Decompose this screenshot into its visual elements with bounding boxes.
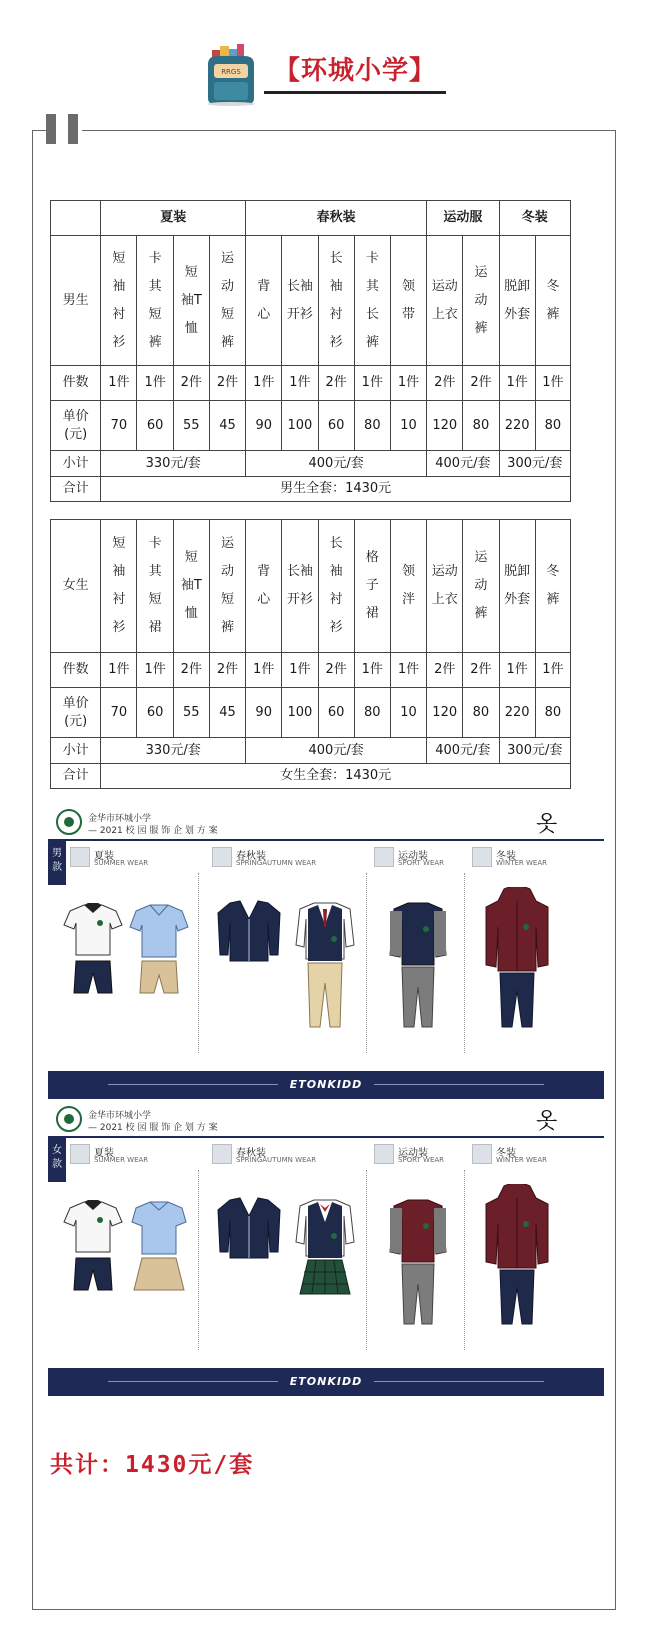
total-label: 合计 — [51, 764, 101, 789]
category-cn: 运动装 — [398, 1148, 428, 1159]
item-name-cell — [354, 236, 390, 366]
item-name-line: 衫 — [329, 334, 343, 350]
column-divider — [464, 873, 466, 1053]
item-qty-cell: 1件 — [499, 653, 535, 688]
item-name-line: 上衣 — [431, 592, 458, 607]
item-name-line: 衬 — [329, 306, 343, 322]
item-name-line: 其 — [148, 564, 162, 579]
category-cn: 冬装 — [496, 1148, 516, 1159]
page-header — [0, 0, 650, 110]
item-name-line: 背 — [257, 564, 271, 579]
item-name-line: 裤 — [148, 334, 162, 350]
girls-uniform-board — [48, 1100, 604, 1396]
item-price-cell: 120 — [427, 688, 463, 738]
column-divider — [366, 873, 368, 1053]
item-name-line: 开衫 — [286, 592, 313, 607]
item-name-line: 冬 — [546, 564, 560, 579]
item-name-line: 卡 — [148, 536, 162, 551]
header-rule — [48, 1136, 604, 1138]
subtotal-summer: 330元/套 — [101, 738, 246, 764]
side-label-char: 款 — [52, 1159, 62, 1170]
item-name-cell — [318, 520, 354, 653]
polo-shirt-shorts-illustration — [62, 1198, 124, 1296]
item-name-line: 背 — [257, 278, 271, 294]
item-qty-cell: 1件 — [499, 366, 535, 401]
item-name-line: 脱卸 — [504, 278, 531, 294]
item-name-line: 运 — [474, 264, 488, 280]
price-label — [51, 401, 101, 451]
item-name-line: 其 — [365, 278, 379, 294]
blank-cell — [51, 201, 101, 236]
price-label-line: 单价 — [62, 695, 89, 711]
item-price-cell: 80 — [535, 688, 570, 738]
category-en: SPORT WEAR — [398, 859, 445, 867]
item-name-line: 泮 — [402, 592, 416, 607]
polo-shirt-shorts-illustration — [62, 901, 124, 999]
item-name-line: 子 — [365, 578, 379, 593]
sport-icon — [374, 847, 394, 867]
item-qty-cell: 2件 — [427, 653, 463, 688]
column-divider — [198, 1170, 200, 1350]
item-qty-cell: 2件 — [173, 366, 209, 401]
item-name-line: 短 — [148, 592, 162, 607]
category-cn: 春秋装 — [236, 1148, 266, 1159]
side-label — [48, 1138, 66, 1182]
item-name-cell — [463, 520, 499, 653]
item-qty-cell: 1件 — [282, 653, 318, 688]
gender-label: 女生 — [51, 520, 101, 653]
item-price-cell: 55 — [173, 401, 209, 451]
item-qty-cell: 2件 — [318, 653, 354, 688]
school-name: 金华市环城小学 — [88, 814, 152, 824]
item-price-cell: 80 — [354, 401, 390, 451]
item-name-line: 短 — [184, 264, 198, 280]
item-price-cell: 10 — [390, 401, 426, 451]
item-name-line: 袖 — [112, 278, 126, 294]
section-sport: 运动服 — [427, 201, 499, 236]
category-cn: 春秋装 — [236, 851, 266, 862]
item-price-cell: 100 — [282, 688, 318, 738]
item-name-line: 卡 — [365, 250, 379, 266]
subtotal-summer: 330元/套 — [101, 451, 246, 477]
item-name-line: 运动 — [431, 564, 458, 579]
winter-icon — [472, 847, 492, 867]
subtotal-sport: 400元/套 — [427, 738, 499, 764]
girls-grand-total: 女生全套：1430元 — [101, 764, 571, 789]
school-logo-icon — [56, 809, 82, 835]
grand-total: 共计：1430元/套 — [50, 1452, 255, 1478]
item-qty-cell: 2件 — [427, 366, 463, 401]
board-footer — [48, 1071, 604, 1099]
spring-autumn-icon — [212, 847, 232, 867]
item-name-line: 衬 — [112, 306, 126, 322]
item-price-cell: 55 — [173, 688, 209, 738]
category-en: SPRINGAUTUMN WEAR — [236, 1156, 317, 1164]
item-qty-cell: 2件 — [463, 366, 499, 401]
item-price-cell: 80 — [463, 688, 499, 738]
item-name-line: 短 — [220, 592, 234, 607]
subtotal-label: 小计 — [51, 738, 101, 764]
category-en: SPRINGAUTUMN WEAR — [236, 859, 317, 867]
brand-name: ETONKIDD — [289, 1375, 363, 1388]
column-divider — [366, 1170, 368, 1350]
item-name-line: 领 — [402, 564, 416, 579]
item-name-cell — [390, 520, 426, 653]
item-qty-cell: 2件 — [209, 653, 245, 688]
item-name-line: 运 — [220, 250, 234, 266]
item-name-line: 长 — [329, 250, 343, 266]
plan-title: — 2021 校 园 服 饰 企 划 方 案 — [88, 1123, 218, 1133]
item-name-cell — [173, 520, 209, 653]
brand-logo-icon: 옷 — [536, 1109, 558, 1134]
item-price-cell: 70 — [101, 688, 137, 738]
item-name-cell — [535, 520, 570, 653]
subtotal-winter: 300元/套 — [499, 738, 570, 764]
item-name-line: 袖T — [180, 578, 202, 593]
item-name-line: 带 — [402, 306, 416, 322]
category-en: SUMMER WEAR — [94, 859, 149, 867]
item-name-line: 袖T — [180, 292, 202, 308]
item-price-cell: 220 — [499, 401, 535, 451]
subtotal-spring-autumn: 400元/套 — [246, 738, 427, 764]
sport-jacket-pants-illustration — [388, 1196, 448, 1326]
item-qty-cell: 1件 — [137, 366, 173, 401]
item-name-line: 袖 — [112, 564, 126, 579]
item-name-cell — [318, 236, 354, 366]
item-name-line: 运 — [474, 550, 488, 565]
section-winter: 冬装 — [499, 201, 570, 236]
item-name-line: 动 — [474, 578, 488, 593]
quantity-row — [51, 653, 571, 688]
item-qty-cell: 1件 — [390, 653, 426, 688]
item-name-line: 卡 — [148, 250, 162, 266]
girls-price-table — [50, 519, 571, 789]
item-name-line: 衫 — [329, 620, 343, 635]
item-name-line: 长袖 — [286, 564, 313, 579]
item-name-cell — [282, 520, 318, 653]
item-price-cell: 45 — [209, 688, 245, 738]
item-name-line: 裤 — [220, 620, 234, 635]
side-label — [48, 841, 66, 885]
section-spring-autumn: 春秋装 — [246, 201, 427, 236]
item-name-cell — [137, 520, 173, 653]
item-price-cell: 80 — [463, 401, 499, 451]
item-name-line: 冬 — [546, 278, 560, 294]
gender-label: 男生 — [51, 236, 101, 366]
blouse-khaki-skirt-illustration — [128, 1198, 190, 1296]
item-price-cell: 70 — [101, 401, 137, 451]
item-name-line: 裤 — [474, 320, 488, 336]
column-divider — [198, 873, 200, 1053]
item-name-line: 裤 — [220, 334, 234, 350]
item-price-cell: 60 — [137, 401, 173, 451]
item-name-line: 格 — [365, 550, 379, 565]
price-label-unit: (元) — [64, 713, 88, 729]
school-name: 金华市环城小学 — [88, 1111, 152, 1121]
item-name-line: 裤 — [546, 592, 560, 607]
sport-icon — [374, 1144, 394, 1164]
item-name-line: 短 — [184, 550, 198, 565]
sport-jacket-pants-illustration — [388, 899, 448, 1029]
item-name-cell — [535, 236, 570, 366]
total-row — [51, 764, 571, 789]
side-label-char: 女 — [52, 1145, 62, 1156]
header-rule — [48, 839, 604, 841]
item-name-cell — [101, 236, 137, 366]
total-row — [51, 477, 571, 502]
item-name-line: 动 — [220, 278, 234, 294]
item-name-line: 恤 — [184, 320, 198, 336]
category-en: WINTER WEAR — [496, 859, 548, 867]
price-label-line: 单价 — [62, 408, 89, 424]
category-cn: 夏装 — [94, 1148, 114, 1159]
board-footer — [48, 1368, 604, 1396]
page-title: 【环城小学】 — [274, 56, 437, 86]
item-name-line: 长袖 — [286, 278, 313, 294]
item-name-cell — [209, 520, 245, 653]
plan-title: — 2021 校 园 服 饰 企 划 方 案 — [88, 826, 218, 836]
item-name-cell — [499, 520, 535, 653]
subtotal-spring-autumn: 400元/套 — [246, 451, 427, 477]
item-name-line: 短 — [220, 306, 234, 322]
item-name-line: 开衫 — [286, 306, 313, 322]
item-name-cell — [137, 236, 173, 366]
item-qty-cell: 1件 — [246, 653, 282, 688]
boys-grand-total: 男生全套：1430元 — [101, 477, 571, 502]
section-header-row — [51, 201, 571, 236]
section-summer: 夏装 — [101, 201, 246, 236]
shirt-khaki-shorts-illustration — [128, 901, 190, 999]
backpack-icon — [198, 40, 264, 106]
qty-label: 件数 — [51, 366, 101, 401]
item-name-line: 领 — [402, 278, 416, 294]
item-name-cell — [463, 236, 499, 366]
item-name-line: 裙 — [148, 620, 162, 635]
item-name-line: 心 — [257, 306, 271, 322]
category-en: WINTER WEAR — [496, 1156, 548, 1164]
item-qty-cell: 1件 — [390, 366, 426, 401]
brand-name: ETONKIDD — [289, 1078, 363, 1091]
item-name-cell — [173, 236, 209, 366]
item-name-line: 裤 — [365, 334, 379, 350]
subtotal-label: 小计 — [51, 451, 101, 477]
winter-coat-pants-illustration — [484, 1184, 550, 1326]
item-qty-cell: 1件 — [354, 653, 390, 688]
item-name-line: 外套 — [504, 306, 531, 322]
item-name-line: 裤 — [546, 306, 560, 322]
item-name-line: 衫 — [112, 334, 126, 350]
side-label-char: 男 — [52, 848, 62, 859]
item-price-cell: 80 — [535, 401, 570, 451]
item-name-line: 短 — [112, 536, 126, 551]
category-cn: 运动装 — [398, 851, 428, 862]
winter-icon — [472, 1144, 492, 1164]
item-qty-cell: 1件 — [282, 366, 318, 401]
item-price-cell: 90 — [246, 401, 282, 451]
item-names-row — [51, 520, 571, 653]
item-qty-cell: 2件 — [318, 366, 354, 401]
item-name-line: 衫 — [112, 620, 126, 635]
item-name-cell — [282, 236, 318, 366]
item-name-line: 心 — [257, 592, 271, 607]
item-price-cell: 60 — [318, 401, 354, 451]
unit-price-row — [51, 688, 571, 738]
item-name-line: 裤 — [474, 606, 488, 621]
item-name-line: 脱卸 — [504, 564, 531, 579]
item-name-line: 动 — [220, 564, 234, 579]
item-price-cell: 220 — [499, 688, 535, 738]
spring-autumn-icon — [212, 1144, 232, 1164]
item-qty-cell: 2件 — [209, 366, 245, 401]
item-qty-cell: 1件 — [137, 653, 173, 688]
quantity-row — [51, 366, 571, 401]
item-qty-cell: 2件 — [463, 653, 499, 688]
item-name-cell — [101, 520, 137, 653]
vest-plaid-skirt-illustration — [294, 1196, 356, 1300]
summer-icon — [70, 847, 90, 867]
item-qty-cell: 2件 — [173, 653, 209, 688]
summer-icon — [70, 1144, 90, 1164]
qty-label: 件数 — [51, 653, 101, 688]
item-name-line: 动 — [474, 292, 488, 308]
brand-logo-icon: 옷 — [536, 812, 558, 837]
column-divider — [464, 1170, 466, 1350]
item-name-line: 上衣 — [431, 306, 458, 322]
item-name-line: 短 — [148, 306, 162, 322]
item-name-cell — [499, 236, 535, 366]
item-name-cell — [354, 520, 390, 653]
winter-coat-pants-illustration — [484, 887, 550, 1029]
subtotal-row — [51, 738, 571, 764]
school-logo-icon — [56, 1106, 82, 1132]
item-name-cell — [246, 520, 282, 653]
item-qty-cell: 1件 — [246, 366, 282, 401]
item-price-cell: 100 — [282, 401, 318, 451]
category-cn: 冬装 — [496, 851, 516, 862]
cardigan-illustration — [216, 899, 282, 963]
item-name-line: 衬 — [329, 592, 343, 607]
item-name-line: 袖 — [329, 278, 343, 294]
boys-price-table — [50, 200, 571, 502]
total-label: 合计 — [51, 477, 101, 502]
price-label-unit: (元) — [64, 426, 88, 442]
unit-price-row — [51, 401, 571, 451]
item-name-cell — [427, 236, 463, 366]
item-name-line: 长 — [329, 536, 343, 551]
subtotal-row — [51, 451, 571, 477]
item-price-cell: 10 — [390, 688, 426, 738]
item-name-line: 其 — [148, 278, 162, 294]
item-name-cell — [390, 236, 426, 366]
subtotal-winter: 300元/套 — [499, 451, 570, 477]
title-underline — [264, 91, 446, 94]
boys-uniform-board — [48, 803, 604, 1099]
price-label — [51, 688, 101, 738]
category-en: SUMMER WEAR — [94, 1156, 149, 1164]
item-qty-cell: 1件 — [535, 366, 570, 401]
item-names-row — [51, 236, 571, 366]
item-name-line: 恤 — [184, 606, 198, 621]
subtotal-sport: 400元/套 — [427, 451, 499, 477]
item-name-line: 衬 — [112, 592, 126, 607]
svg-text:RRGS: RRGS — [221, 68, 241, 76]
category-cn: 夏装 — [94, 851, 114, 862]
item-qty-cell: 1件 — [354, 366, 390, 401]
item-qty-cell: 1件 — [101, 366, 137, 401]
cardigan-illustration — [216, 1196, 282, 1260]
item-price-cell: 45 — [209, 401, 245, 451]
item-price-cell: 90 — [246, 688, 282, 738]
item-name-cell — [246, 236, 282, 366]
item-name-line: 运动 — [431, 278, 458, 294]
item-price-cell: 80 — [354, 688, 390, 738]
item-price-cell: 60 — [318, 688, 354, 738]
side-label-char: 款 — [52, 862, 62, 873]
category-en: SPORT WEAR — [398, 1156, 445, 1164]
item-price-cell: 60 — [137, 688, 173, 738]
item-price-cell: 120 — [427, 401, 463, 451]
quote-mark-icon — [46, 114, 82, 144]
item-name-line: 短 — [112, 250, 126, 266]
item-name-line: 长 — [365, 306, 379, 322]
item-qty-cell: 1件 — [101, 653, 137, 688]
item-name-line: 运 — [220, 536, 234, 551]
item-name-cell — [427, 520, 463, 653]
vest-trousers-illustration — [294, 899, 356, 1029]
item-name-line: 裙 — [365, 606, 379, 621]
item-name-line: 外套 — [504, 592, 531, 607]
item-name-line: 袖 — [329, 564, 343, 579]
item-name-cell — [209, 236, 245, 366]
item-qty-cell: 1件 — [535, 653, 570, 688]
